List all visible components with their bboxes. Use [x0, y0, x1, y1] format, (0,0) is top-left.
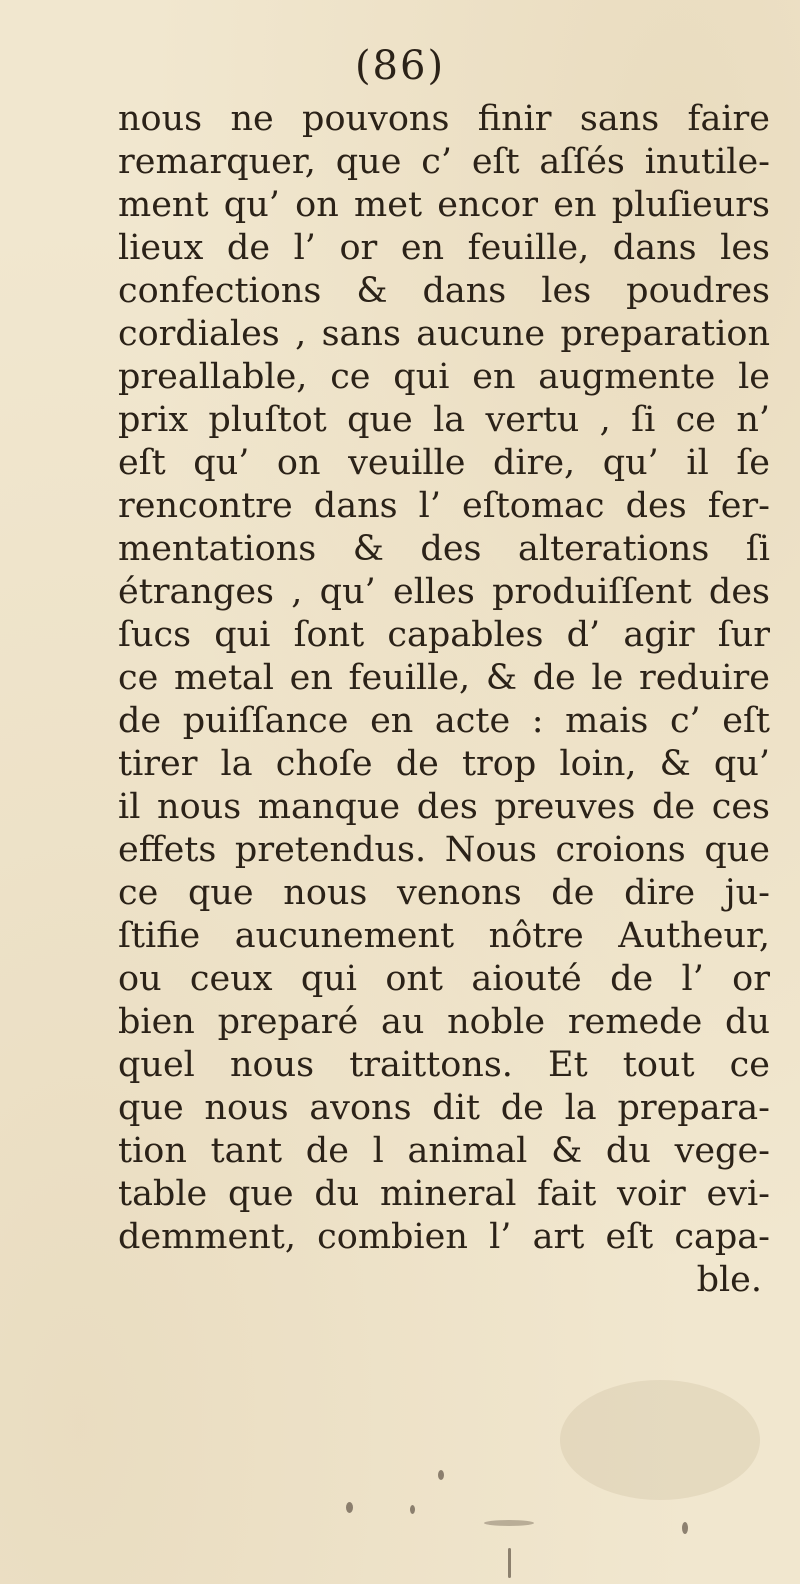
paper-stain	[560, 1380, 760, 1500]
text-line: ſucs qui ſont capables d’ agir ſur	[118, 615, 770, 655]
text-line: ment qu’ on met encor en pluſieurs	[118, 185, 770, 225]
text-line: nous ne pouvons finir sans faire	[118, 99, 770, 139]
text-line: confections & dans les poudres	[118, 271, 770, 311]
ink-spot	[346, 1502, 353, 1513]
text-line: eſt qu’ on veuille dire, qu’ il ſe	[118, 443, 770, 483]
text-line: de puiſſance en acte : mais c’ eſt	[118, 701, 770, 741]
text-line: lieux de l’ or en feuille, dans les	[118, 228, 770, 268]
ink-spot	[508, 1548, 511, 1578]
ink-spot	[484, 1520, 534, 1526]
text-line: bien preparé au noble remede du	[118, 1002, 770, 1042]
text-line: tirer la choſe de trop loin, & qu’	[118, 744, 770, 784]
ink-spot	[410, 1505, 415, 1514]
page-number: (86)	[354, 43, 446, 89]
ink-spot	[682, 1522, 688, 1534]
text-line: table que du mineral fait voir evi-	[118, 1174, 770, 1214]
text-line: ou ceux qui ont aiouté de l’ or	[118, 959, 770, 999]
text-line: remarquer, que c’ eſt aſſés inutile-	[118, 142, 770, 182]
text-line: que nous avons dit de la prepara-	[118, 1088, 770, 1128]
body-text	[118, 98, 770, 1302]
text-line: cordiales , sans aucune preparation	[118, 314, 770, 354]
text-line: prix pluſtot que la vertu , ſi ce n’	[118, 400, 770, 440]
text-line: demment, combien l’ art eſt capa-	[118, 1217, 770, 1257]
ink-spot	[438, 1470, 444, 1480]
text-line: preallable, ce qui en augmente le	[118, 357, 770, 397]
text-line: effets pretendus. Nous croions que	[118, 830, 770, 870]
text-line: mentations & des alterations ſi	[118, 529, 770, 569]
text-line: ſtifie aucunement nôtre Autheur,	[118, 916, 770, 956]
text-line: étranges , qu’ elles produiſſent des	[118, 572, 770, 612]
text-line: il nous manque des preuves de ces	[118, 787, 770, 827]
text-line: ce metal en feuille, & de le reduire	[118, 658, 770, 698]
text-line: ce que nous venons de dire ju-	[118, 873, 770, 913]
text-line: quel nous traittons. Et tout ce	[118, 1045, 770, 1085]
text-line: tion tant de l animal & du vege-	[118, 1131, 770, 1171]
text-line: rencontre dans l’ eſtomac des fer-	[118, 486, 770, 526]
catchword: ble.	[696, 1260, 762, 1300]
